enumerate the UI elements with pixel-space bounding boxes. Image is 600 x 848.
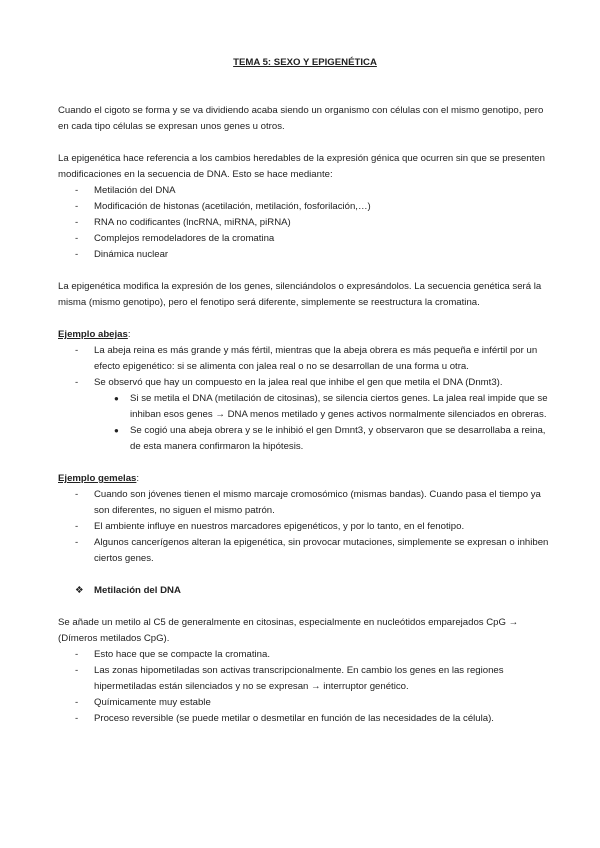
epigenetics-definition: La epigenética hace referencia a los cambios heredables de la expresión génica que ocurren sin que se presenten modificaciones en la secuencia de DNA. Esto se hace mediante: — [58, 153, 545, 180]
list-item: - La abeja reina es más grande y más fértil, mientras que la abeja obrera es más pequeña e infértil por un efecto epigenético: si se alimenta con jalea real o no se desarrollan de una forma u otra. — [58, 343, 552, 375]
list-item: - Modificación de histonas (acetilación, metilación, fosforilación,…) — [58, 199, 552, 215]
methylation-list — [58, 647, 552, 727]
bees-heading-colon: : — [127, 329, 131, 340]
twins-heading-colon: : — [136, 473, 140, 484]
twins-heading: Ejemplo gemelas — [58, 473, 137, 484]
list-item: - Cuando son jóvenes tienen el mismo marcaje cromosómico (mismas bandas). Cuando pasa el tiempo ya son diferentes, no siguen el mismo patrón. — [58, 487, 552, 519]
twins-heading-line — [58, 471, 552, 487]
list-item: - Proceso reversible (se puede metilar o desmetilar en función de las necesidades de la célula). — [58, 711, 552, 727]
list-item: - Dinámica nuclear — [58, 247, 552, 263]
list-item: - Se observó que hay un compuesto en la jalea real que inhibe el gen que metila el DNA (Dnmt3). — [58, 375, 552, 391]
list-item: - Las zonas hipometiladas son activas transcripcionalmente. En cambio los genes en las regiones hipermetiladas están silenciados y no se expresan → interruptor genético. — [58, 663, 552, 695]
bees-list — [58, 343, 552, 391]
diamond-bullet-icon: ❖ — [75, 585, 84, 596]
methylation-intro: Se añade un metilo al C5 de generalmente en citosinas, especialmente en nucleótidos emparejados CpG → (Dímeros metilados CpG). — [58, 617, 519, 644]
list-item: - Esto hace que se compacte la cromatina. — [58, 647, 552, 663]
list-item: - El ambiente influye en nuestros marcadores epigenéticos, y por lo tanto, en el fenotipo. — [58, 519, 552, 535]
bees-heading-line — [58, 327, 552, 343]
list-item: - Algunos cancerígenos alteran la epigenética, sin provocar mutaciones, simplemente se expresan o inhiben ciertos genes. — [58, 535, 552, 567]
methylation-section-heading — [58, 583, 552, 599]
bees-heading: Ejemplo abejas — [58, 329, 128, 340]
list-item: - Químicamente muy estable — [58, 695, 552, 711]
twins-list — [58, 487, 552, 567]
list-item: - Metilación del DNA — [58, 183, 552, 199]
mechanisms-list — [58, 183, 552, 263]
intro-paragraph: Cuando el cigoto se forma y se va dividiendo acaba siendo un organismo con células con el mismo genotipo, pero en cada tipo células se expresan unos genes u otros. — [58, 105, 544, 132]
methylation-heading-text: Metilación del DNA — [94, 585, 181, 596]
list-item: ● Si se metila el DNA (metilación de citosinas), se silencia ciertos genes. La jalea real impide que se inhiban esos genes → DNA menos metilado y genes activos normalmente silenciados en obreras. — [58, 391, 552, 423]
page-title: TEMA 5: SEXO Y EPIGENÉTICA — [233, 57, 377, 68]
bees-sublist — [58, 391, 552, 455]
list-item: - Complejos remodeladores de la cromatina — [58, 231, 552, 247]
modification-paragraph: La epigenética modifica la expresión de los genes, silenciándolos o expresándolos. La secuencia genética será la misma (mismo genotipo), pero el fenotipo será diferente, simplemente se reestructura la cromatina. — [58, 281, 542, 308]
list-item: ● Se cogió una abeja obrera y se le inhibió el gen Dmnt3, y observaron que se desarrollaba a reina, de esta manera confirmaron la hipótesis. — [58, 423, 552, 455]
list-item: - RNA no codificantes (lncRNA, miRNA, piRNA) — [58, 215, 552, 231]
